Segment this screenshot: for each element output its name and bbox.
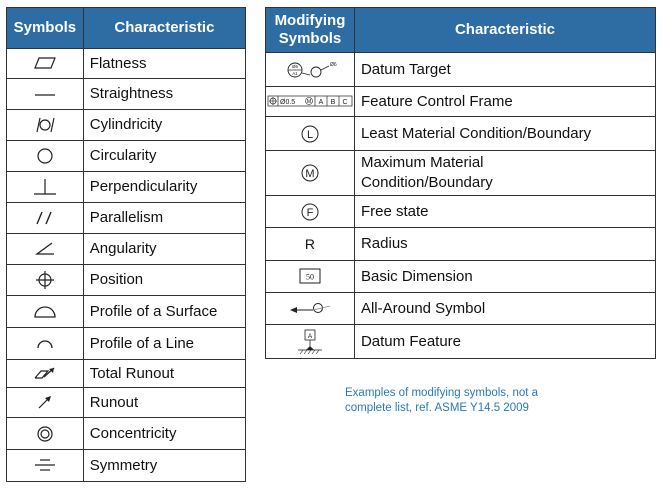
table-row bbox=[266, 261, 656, 293]
svg-text:Ø0.5: Ø0.5 bbox=[279, 99, 296, 107]
characteristic-label: Concentricity bbox=[83, 418, 245, 450]
table-row bbox=[7, 79, 246, 110]
symmetry-icon bbox=[32, 456, 58, 474]
parallelism-icon bbox=[33, 209, 57, 227]
characteristic-label: Basic Dimension bbox=[354, 261, 655, 293]
angularity-icon bbox=[33, 240, 57, 258]
svg-text:A: A bbox=[318, 99, 324, 107]
free-state-icon bbox=[298, 201, 322, 223]
concentricity-icon bbox=[33, 423, 57, 445]
modifying-symbols-column-header: Modifying Symbols bbox=[266, 8, 355, 53]
basic-dimension-icon bbox=[298, 267, 322, 285]
flatness-icon bbox=[33, 56, 57, 70]
characteristic-label: Symmetry bbox=[83, 450, 245, 482]
svg-text:Ø6: Ø6 bbox=[291, 63, 298, 69]
table-row bbox=[7, 388, 246, 418]
table-row bbox=[7, 49, 246, 79]
characteristic-label: Flatness bbox=[83, 49, 245, 79]
characteristic-label: Position bbox=[83, 265, 245, 296]
feature-control-frame-icon bbox=[267, 95, 353, 107]
table-row bbox=[266, 87, 656, 117]
characteristic-label: Datum Feature bbox=[354, 325, 655, 359]
svg-text:Ø6: Ø6 bbox=[329, 61, 337, 68]
table-row bbox=[266, 293, 656, 325]
cylindricity-icon bbox=[33, 116, 57, 134]
characteristic-label: Maximum Material Condition/Boundary bbox=[354, 151, 655, 196]
lmc-icon bbox=[298, 123, 322, 145]
svg-text:F: F bbox=[306, 206, 314, 219]
circularity-icon bbox=[33, 147, 57, 165]
radius-icon: R bbox=[266, 228, 355, 261]
characteristic-label: Circularity bbox=[83, 141, 245, 172]
gdt-symbols-table bbox=[6, 7, 246, 482]
table-row bbox=[7, 265, 246, 296]
characteristic-label: Profile of a Surface bbox=[83, 296, 245, 328]
table-row bbox=[7, 234, 246, 265]
position-icon bbox=[33, 269, 57, 291]
total-runout-icon bbox=[32, 365, 58, 381]
table-row bbox=[7, 110, 246, 141]
table-row bbox=[7, 296, 246, 328]
characteristic-label: Total Runout bbox=[83, 360, 245, 388]
modifying-symbols-table bbox=[265, 7, 656, 359]
all-around-icon bbox=[287, 300, 333, 316]
characteristic-label: Runout bbox=[83, 388, 245, 418]
table-row bbox=[266, 151, 656, 196]
table-row bbox=[7, 141, 246, 172]
characteristic-column-header: Characteristic bbox=[354, 8, 655, 53]
table-row bbox=[7, 450, 246, 482]
table-row bbox=[7, 328, 246, 360]
table-row bbox=[266, 325, 656, 359]
datum-feature-icon bbox=[295, 328, 325, 356]
table-row bbox=[266, 196, 656, 228]
characteristic-label: Perpendicularity bbox=[83, 172, 245, 203]
straightness-icon bbox=[33, 87, 57, 101]
svg-text:A: A bbox=[307, 332, 313, 340]
profile-surface-icon bbox=[32, 302, 58, 320]
svg-text:M: M bbox=[305, 168, 315, 180]
reference-note: Examples of modifying symbols, not a complete list, ref. ASME Y14.5 2009 bbox=[345, 387, 539, 414]
profile-line-icon bbox=[33, 335, 57, 351]
characteristic-label: Radius bbox=[354, 228, 655, 261]
table-row bbox=[7, 203, 246, 234]
characteristic-label: All-Around Symbol bbox=[354, 293, 655, 325]
table-row bbox=[7, 360, 246, 388]
svg-text:50: 50 bbox=[305, 272, 314, 282]
characteristic-label: Angularity bbox=[83, 234, 245, 265]
svg-text:B: B bbox=[330, 99, 336, 107]
table-row bbox=[7, 418, 246, 450]
svg-text:A1: A1 bbox=[292, 70, 298, 76]
characteristic-label: Least Material Condition/Boundary bbox=[354, 117, 655, 151]
table-header-row bbox=[266, 8, 656, 53]
table-header-row bbox=[7, 8, 246, 49]
table-row bbox=[7, 172, 246, 203]
characteristic-label: Feature Control Frame bbox=[354, 87, 655, 117]
perpendicularity-icon bbox=[31, 177, 59, 197]
datum-target-icon bbox=[279, 59, 341, 81]
characteristic-label: Straightness bbox=[83, 79, 245, 110]
table-row bbox=[266, 53, 656, 87]
svg-text:C: C bbox=[342, 99, 348, 107]
characteristic-label: Datum Target bbox=[354, 53, 655, 87]
table-row bbox=[266, 117, 656, 151]
runout-icon bbox=[34, 393, 56, 411]
mmc-icon bbox=[298, 162, 322, 184]
characteristic-label: Profile of a Line bbox=[83, 328, 245, 360]
characteristic-column-header: Characteristic bbox=[83, 8, 245, 49]
characteristic-label: Cylindricity bbox=[83, 110, 245, 141]
characteristic-label: Parallelism bbox=[83, 203, 245, 234]
table-row bbox=[266, 228, 656, 261]
svg-text:L: L bbox=[306, 128, 314, 141]
svg-text:M: M bbox=[306, 99, 312, 106]
characteristic-label: Free state bbox=[354, 196, 655, 228]
symbols-column-header: Symbols bbox=[7, 8, 84, 49]
